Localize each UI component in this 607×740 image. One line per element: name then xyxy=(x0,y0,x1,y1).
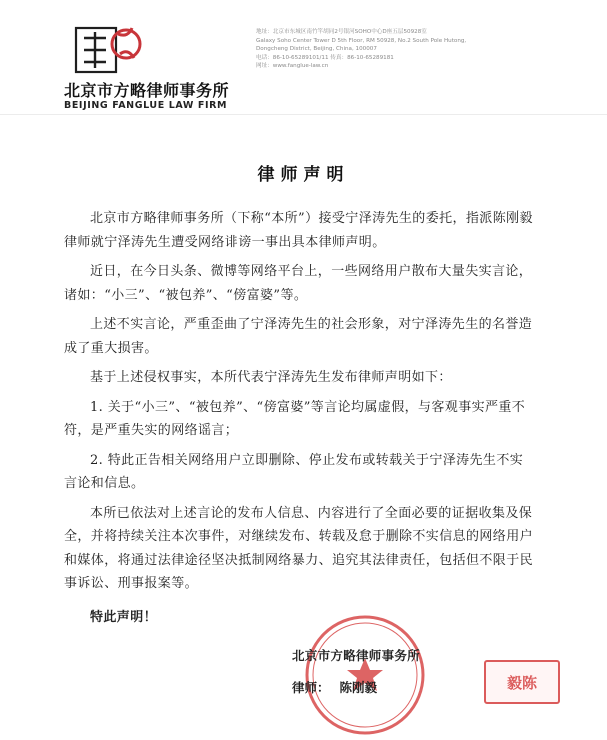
address-line: Dongcheng District, Beijing, China, 100007 xyxy=(256,46,377,53)
firm-address-block xyxy=(256,28,586,71)
lawyer-name: 陈刚毅 xyxy=(339,680,378,695)
firm-name-en: BEIJING FANGLUE LAW FIRM xyxy=(64,100,228,111)
paragraph-point-1: 1. 关于“小三”、“被包养”、“傍富婆”等言论均属虚假，与客观事实严重不符，是严重失实的网络谣言； xyxy=(64,399,526,438)
name-seal-text: 毅陈 xyxy=(506,673,537,692)
firm-logo-icon xyxy=(74,20,144,80)
firm-name-cn: 北京市方略律师事务所 xyxy=(64,81,230,100)
address-line: Galaxy Soho Center Tower D 5th Floor, RM 50928, No.2 South Pole Hutong, xyxy=(256,37,467,44)
signature-lawyer xyxy=(292,678,387,696)
statement-body xyxy=(64,207,534,635)
signature-firm: 北京市方略律师事务所 xyxy=(292,648,421,663)
lawyer-label: 律师： xyxy=(292,680,330,695)
header-divider xyxy=(0,114,607,115)
website-line: 网址：www.fanglue-law.cn xyxy=(256,63,329,70)
paragraph-legal-action: 本所已依法对上述言论的发布人信息、内容进行了全面必要的证据收集及保全，并将持续关注本次事件，对继续发布、转载及怠于删除不实信息的网络用户和媒体，将通过法律途径坚决抵制网络暴力、追究其法律责任，包括但不限于民事诉讼、刑事报案等。 xyxy=(64,505,534,591)
document-title: 律师声明 xyxy=(257,165,350,185)
paragraph-damage: 上述不实言论，严重歪曲了宁泽涛先生的社会形象，对宁泽涛先生的名誉造成了重大损害。 xyxy=(64,317,533,356)
address-line: 地址：北京市东城区南竹竿胡同2号银河SOHO中心D座五层50928室 xyxy=(256,29,427,35)
paragraph-intro: 北京市方略律师事务所（下称“本所”）接受宁泽涛先生的委托，指派陈刚毅律师就宁泽涛先生遭受网络诽谤一事出具本律师声明。 xyxy=(64,211,533,250)
phone-line: 电话：86-10-65289101/11 传真：86-10-65289181 xyxy=(256,54,394,61)
lawyer-name-seal xyxy=(484,660,560,704)
paragraph-statement-lead: 基于上述侵权事实，本所代表宁泽涛先生发布律师声明如下： xyxy=(90,370,452,385)
closing-line: 特此声明！ xyxy=(90,609,158,625)
paragraph-rumors: 近日，在今日头条、微博等网络平台上，一些网络用户散布大量失实言论，诸如：“小三”、“被包养”、“傍富婆”等。 xyxy=(64,264,533,303)
firm-seal-stamp xyxy=(300,610,430,740)
paragraph-point-2: 2. 特此正告相关网络用户立即删除、停止发布或转载关于宁泽涛先生不实言论和信息。 xyxy=(64,452,524,491)
